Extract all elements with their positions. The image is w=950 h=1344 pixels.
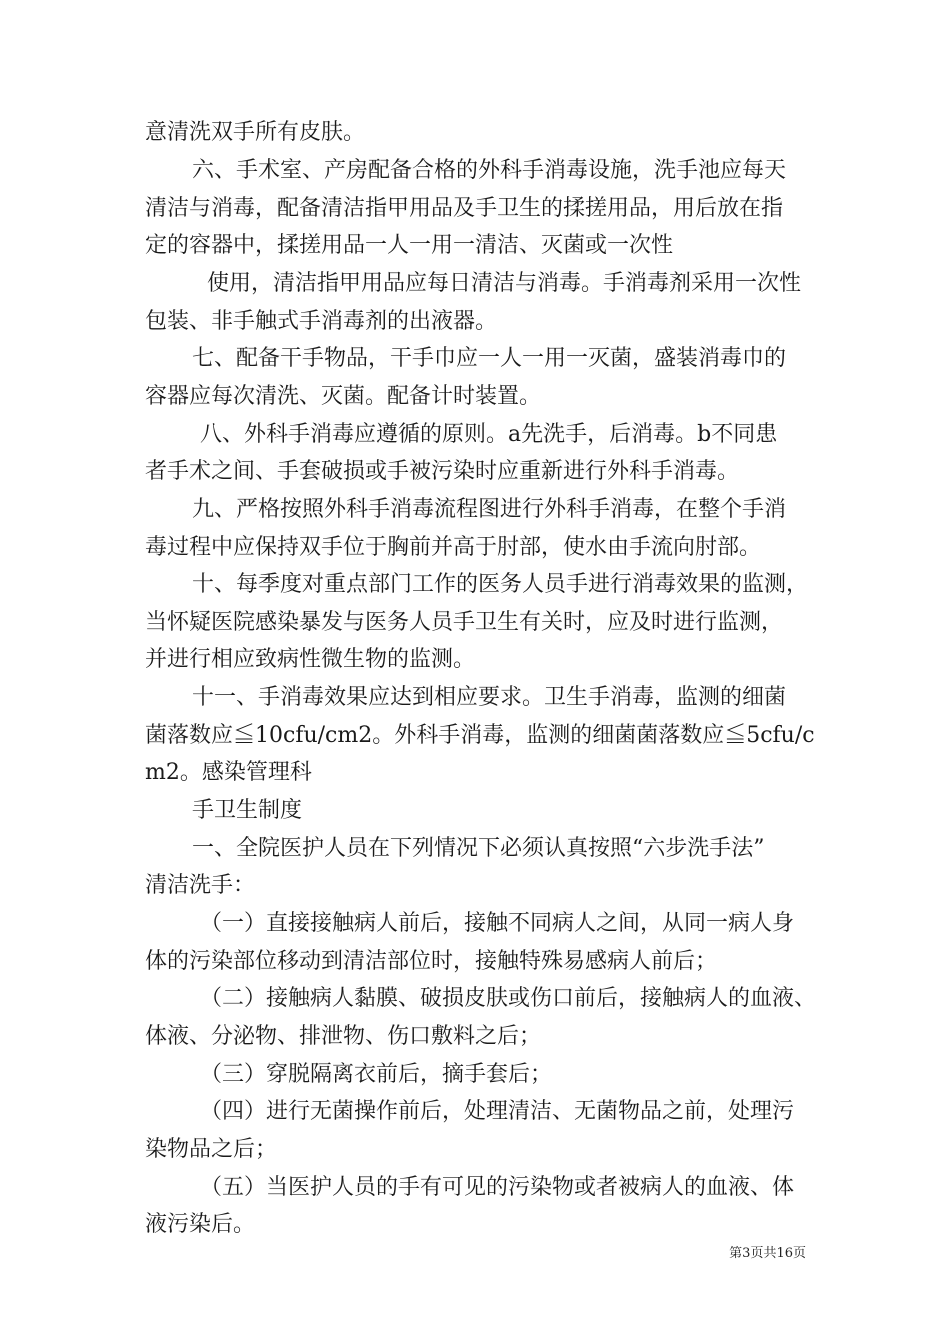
- text-line-3: 清洁与消毒，配备清洁指甲用品及手卫生的揉搓用品，用后放在指: [145, 196, 784, 221]
- text-line-11: 九、严格按照外科手消毒流程图进行外科手消毒，在整个手消: [192, 497, 787, 522]
- text-line-2: 六、手术室、产房配备合格的外科手消毒设施，洗手池应每天: [192, 158, 787, 183]
- text-line-28: 染物品之后；: [145, 1137, 278, 1162]
- text-line-9: 八、外科手消毒应遵循的原则。a先洗手，后消毒。b不同患: [200, 422, 778, 447]
- text-line-10: 者手术之间、手套破损或手被污染时应重新进行外科手消毒。: [145, 459, 740, 484]
- text-line-24: （二）接触病人黏膜、破损皮肤或伤口前后，接触病人的血液、: [200, 986, 817, 1011]
- text-line-22: （一）直接接触病人前后，接触不同病人之间，从同一病人身: [200, 911, 795, 936]
- text-line-25: 体液、分泌物、排泄物、伤口敷料之后；: [145, 1024, 542, 1049]
- text-line-26: （三）穿脱隔离衣前后，摘手套后；: [200, 1062, 553, 1087]
- text-line-7: 七、配备干手物品，干手巾应一人一用一灭菌，盛装消毒巾的: [192, 346, 787, 371]
- text-line-20: 一、全院医护人员在下列情况下必须认真按照“六步洗手法”: [192, 836, 765, 861]
- text-line-12: 毒过程中应保持双手位于胸前并高于肘部，使水由手流向肘部。: [145, 535, 762, 560]
- text-line-5: 使用，清洁指甲用品应每日清洁与消毒。手消毒剂采用一次性: [207, 271, 802, 296]
- text-line-30: 液污染后。: [145, 1212, 256, 1237]
- text-line-27: （四）进行无菌操作前后，处理清洁、无菌物品之前，处理污: [200, 1099, 795, 1124]
- text-line-29: （五）当医护人员的手有可见的污染物或者被病人的血液、体: [200, 1175, 795, 1200]
- section-heading: 手卫生制度: [192, 798, 303, 823]
- text-line-21: 清洁洗手：: [145, 873, 256, 898]
- page-number: 第3页共16页: [729, 1246, 806, 1261]
- text-line-15: 并进行相应致病性微生物的监测。: [145, 647, 476, 672]
- text-line-14: 当怀疑医院感染暴发与医务人员手卫生有关时，应及时进行监测，: [145, 610, 784, 635]
- text-line-18: m2。感染管理科: [145, 760, 312, 785]
- text-line-17: 菌落数应≦10cfu/cm2。外科手消毒，监测的细菌菌落数应≦5cfu/c: [145, 723, 815, 748]
- text-line-13: 十、每季度对重点部门工作的医务人员手进行消毒效果的监测，: [192, 572, 809, 597]
- text-line-1: 意清洗双手所有皮肤。: [145, 120, 366, 145]
- text-line-6: 包装、非手触式手消毒剂的出液器。: [145, 309, 498, 334]
- text-line-16: 十一、手消毒效果应达到相应要求。卫生手消毒，监测的细菌: [192, 685, 787, 710]
- text-line-23: 体的污染部位移动到清洁部位时，接触特殊易感病人前后；: [145, 949, 718, 974]
- text-line-8: 容器应每次清洗、灭菌。配备计时装置。: [145, 384, 542, 409]
- text-line-4: 定的容器中，揉搓用品一人一用一清洁、灭菌或一次性: [145, 233, 674, 258]
